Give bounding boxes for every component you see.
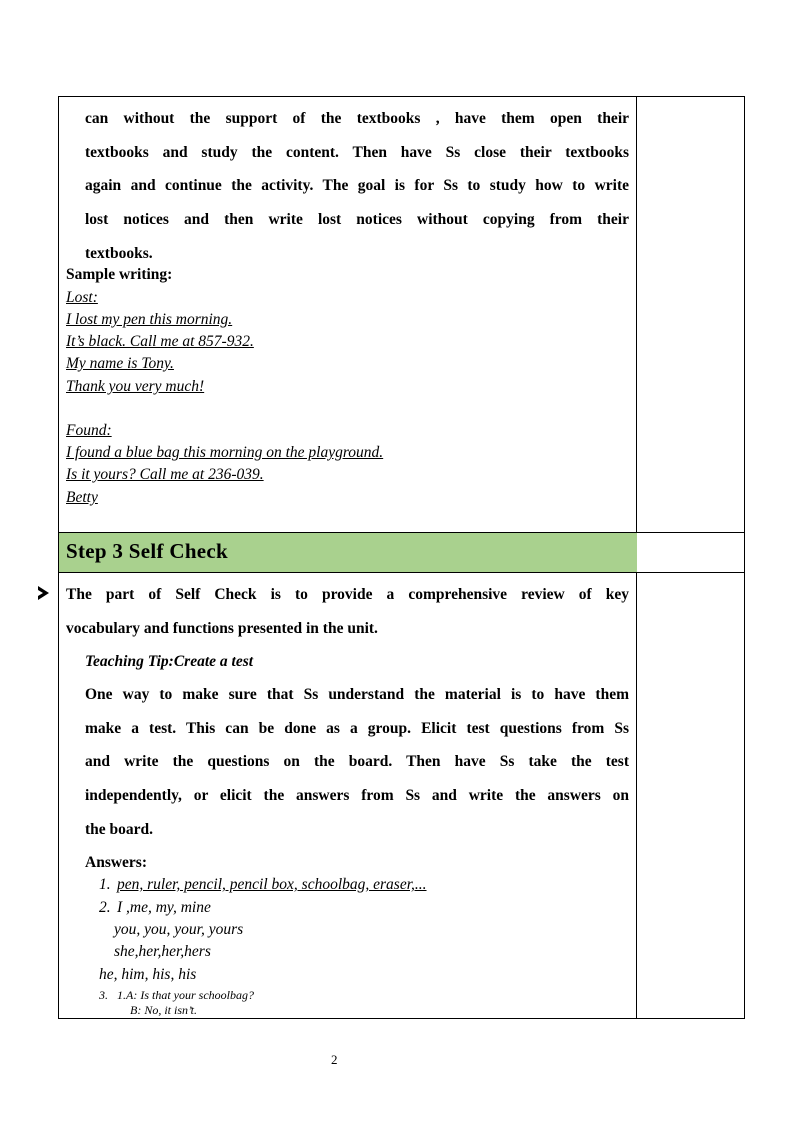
answer-text: B: No, it isn’t. xyxy=(130,1003,198,1017)
paragraph-line: independently, or elicit the answers from Ss and write the answers on xyxy=(85,787,629,804)
sample-line: Is it yours? Call me at 236-039. xyxy=(66,466,264,483)
table-row-divider xyxy=(58,572,745,573)
answer-number: 3. xyxy=(99,988,108,1002)
sample-line: Thank you very much! xyxy=(66,378,205,395)
step-title: Step 3 Self Check xyxy=(66,539,229,563)
answer-text: I ,me, my, mine xyxy=(117,899,211,916)
table-top-border xyxy=(58,96,745,97)
paragraph-line: textbooks. xyxy=(85,245,153,262)
paragraph-line: lost notices and then write lost notices without copying from their xyxy=(85,211,629,228)
paragraph-line: The part of Self Check is to provide a comprehensive review of key xyxy=(66,586,629,603)
sample-line: Lost: xyxy=(66,289,98,306)
paragraph-line: vocabulary and functions presented in the unit. xyxy=(66,620,378,637)
paragraph-line: and write the questions on the board. Then have Ss take the test xyxy=(85,753,629,770)
answer-text: you, you, your, yours xyxy=(114,921,244,938)
table-bottom-border xyxy=(58,1018,745,1019)
answer-number: 2. xyxy=(99,899,111,916)
paragraph-line: the board. xyxy=(85,821,154,838)
paragraph-line: textbooks and study the content. Then have Ss close their textbooks xyxy=(85,144,629,161)
paragraph-line: again and continue the activity. The goal is for Ss to study how to write xyxy=(85,177,629,194)
table-right-border xyxy=(744,96,745,1019)
page-number: 2 xyxy=(331,1052,338,1067)
sample-heading: Sample writing: xyxy=(66,266,173,283)
answer-text: she,her,her,hers xyxy=(114,943,211,960)
answer-text: pen, ruler, pencil, pencil box, schoolbag, eraser,... xyxy=(117,876,427,893)
sample-line: It’s black. Call me at 857-932. xyxy=(66,333,254,350)
sample-line: My name is Tony. xyxy=(66,355,174,372)
answers-heading: Answers: xyxy=(85,854,147,871)
paragraph-line: One way to make sure that Ss understand the material is to have them xyxy=(85,686,629,703)
sample-line: I found a blue bag this morning on the playground. xyxy=(66,444,384,461)
answer-text: he, him, his, his xyxy=(99,966,197,983)
answer-text: 1.A: Is that your schoolbag? xyxy=(117,988,254,1002)
paragraph-line: make a test. This can be done as a group. Elicit test questions from Ss xyxy=(85,720,629,737)
paragraph-line: can without the support of the textbooks , have them open their xyxy=(85,110,629,127)
sample-line: I lost my pen this morning. xyxy=(66,311,233,328)
arrow-bullet-icon xyxy=(38,586,49,600)
teaching-tip: Teaching Tip:Create a test xyxy=(85,653,254,670)
answer-number: 1. xyxy=(99,876,111,893)
sample-line: Found: xyxy=(66,422,112,439)
sample-line: Betty xyxy=(66,489,98,506)
